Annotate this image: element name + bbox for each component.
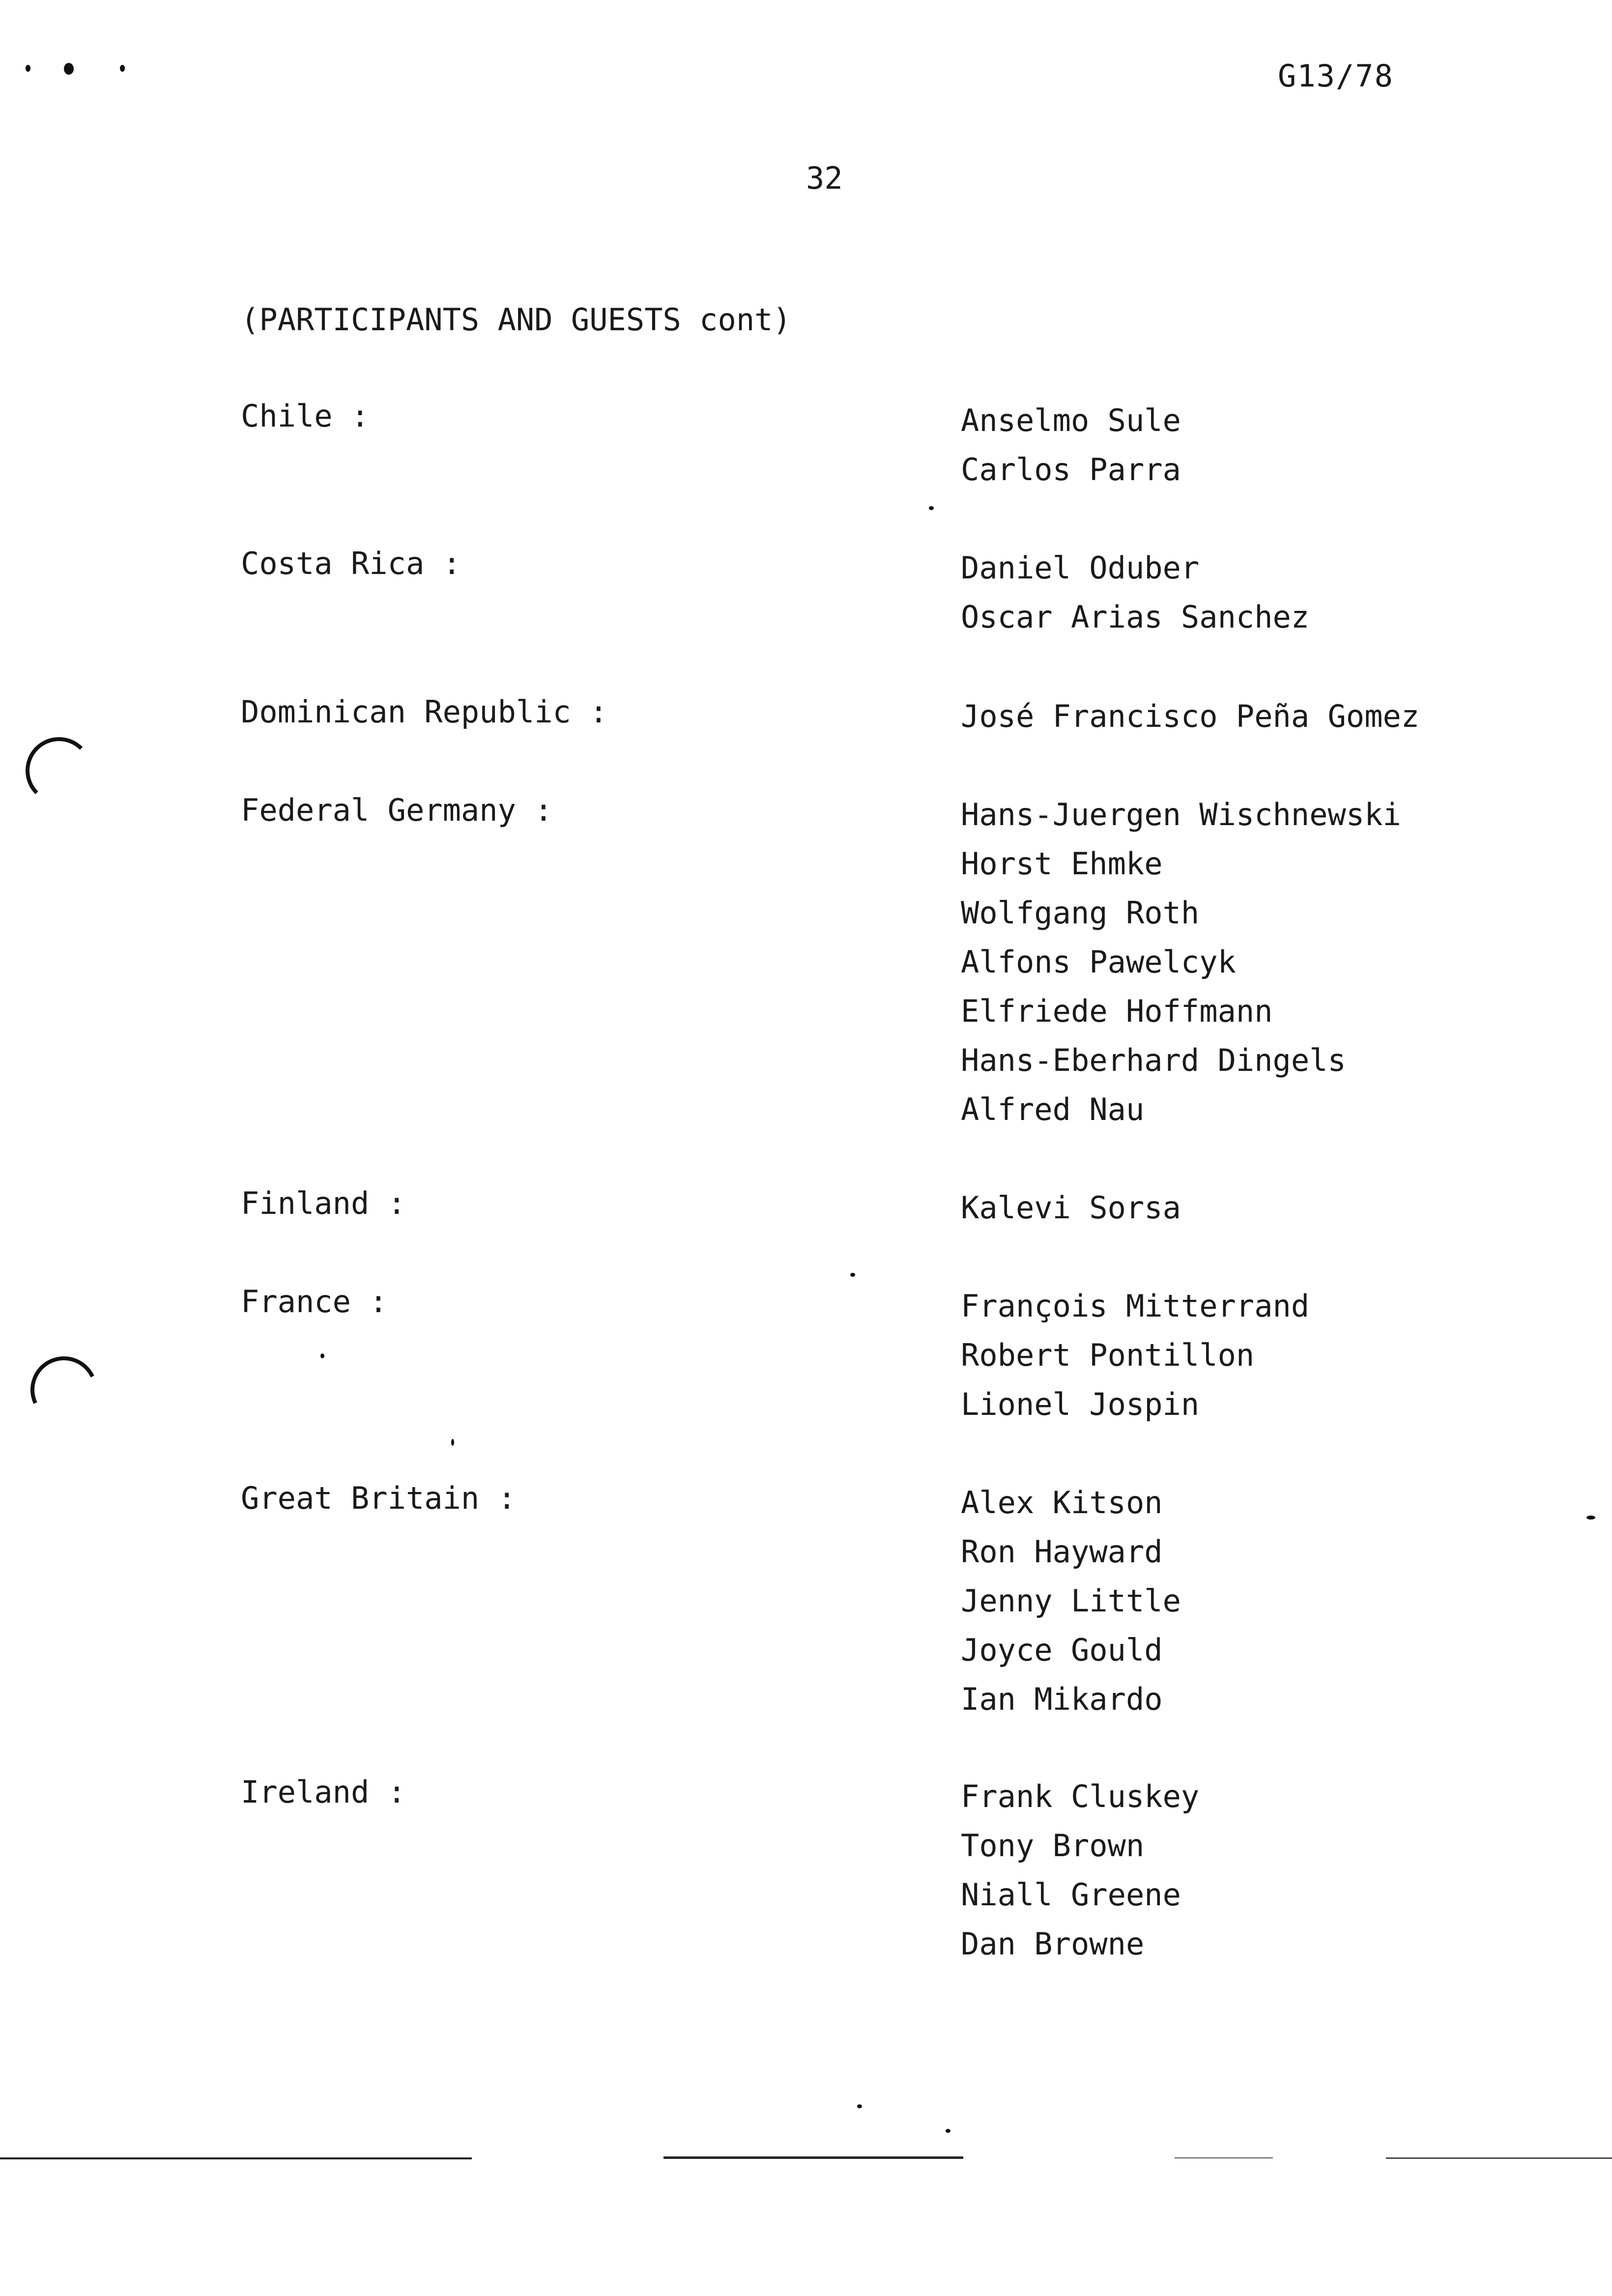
participant-name: Carlos Parra [961, 452, 1181, 488]
participant-name: Wolfgang Roth [961, 895, 1200, 931]
scan-speck-mark [929, 506, 934, 510]
participant-name: Ian Mikardo [961, 1681, 1163, 1717]
binder-hole-mark [26, 737, 92, 804]
participant-name: Alfred Nau [961, 1091, 1145, 1127]
scan-speck-mark [451, 1439, 454, 1446]
section-heading: (PARTICIPANTS AND GUESTS cont) [241, 302, 791, 338]
participant-name: Hans-Juergen Wischnewski [961, 797, 1401, 832]
country-label: Federal Germany : [241, 792, 553, 828]
country-label: Chile : [241, 398, 370, 434]
participant-name: Kalevi Sorsa [961, 1190, 1181, 1226]
scan-speck-mark [857, 2104, 862, 2108]
country-label: Great Britain : [241, 1480, 516, 1516]
binder-hole-mark [21, 1347, 107, 1433]
participant-list [961, 396, 1181, 494]
country-label: Dominican Republic : [241, 694, 608, 730]
scan-speck-mark [850, 1273, 855, 1277]
participant-list [961, 1282, 1309, 1429]
participant-name: Niall Greene [961, 1877, 1181, 1913]
participant-list [961, 1183, 1181, 1233]
bottom-rule-line [1386, 2157, 1612, 2159]
document-reference: G13/78 [1278, 58, 1394, 94]
bottom-rule-line [663, 2156, 963, 2159]
participant-name: Daniel Oduber [961, 550, 1200, 586]
scan-speck-mark [946, 2129, 950, 2133]
participant-name: Ron Hayward [961, 1534, 1163, 1570]
participant-name: Alfons Pawelcyk [961, 944, 1236, 980]
country-label: Costa Rica : [241, 545, 461, 581]
participant-name: Tony Brown [961, 1828, 1145, 1864]
scan-speck-mark [1586, 1516, 1595, 1520]
participant-name: François Mitterrand [961, 1288, 1310, 1324]
participant-name: José Francisco Peña Gomez [961, 698, 1420, 734]
participant-name: Robert Pontillon [961, 1337, 1255, 1373]
bottom-rule-line [0, 2157, 472, 2159]
country-label: Finland : [241, 1185, 406, 1221]
participant-name: Anselmo Sule [961, 402, 1181, 438]
participant-name: Jenny Little [961, 1583, 1181, 1619]
country-label: Ireland : [241, 1774, 406, 1810]
scan-speck-mark [120, 65, 125, 72]
scan-speck-mark [320, 1353, 324, 1358]
scan-speck-mark [26, 65, 30, 72]
participant-name: Alex Kitson [961, 1485, 1163, 1521]
participant-list [961, 692, 1419, 741]
bottom-rule-line [1175, 2157, 1273, 2158]
participant-name: Frank Cluskey [961, 1779, 1200, 1814]
page-number: 32 [806, 160, 843, 196]
participant-list [961, 790, 1401, 1134]
participant-name: Lionel Jospin [961, 1386, 1200, 1422]
participant-name: Elfriede Hoffmann [961, 993, 1273, 1029]
participant-list [961, 544, 1309, 642]
participant-list [961, 1772, 1199, 1969]
participant-list [961, 1478, 1181, 1724]
participant-name: Joyce Gould [961, 1632, 1163, 1668]
participant-name: Dan Browne [961, 1926, 1145, 1962]
participant-name: Hans-Eberhard Dingels [961, 1042, 1346, 1078]
country-label: France : [241, 1284, 388, 1320]
participant-name: Horst Ehmke [961, 846, 1163, 882]
scan-speck-mark [64, 63, 74, 75]
participant-name: Oscar Arias Sanchez [961, 599, 1310, 635]
